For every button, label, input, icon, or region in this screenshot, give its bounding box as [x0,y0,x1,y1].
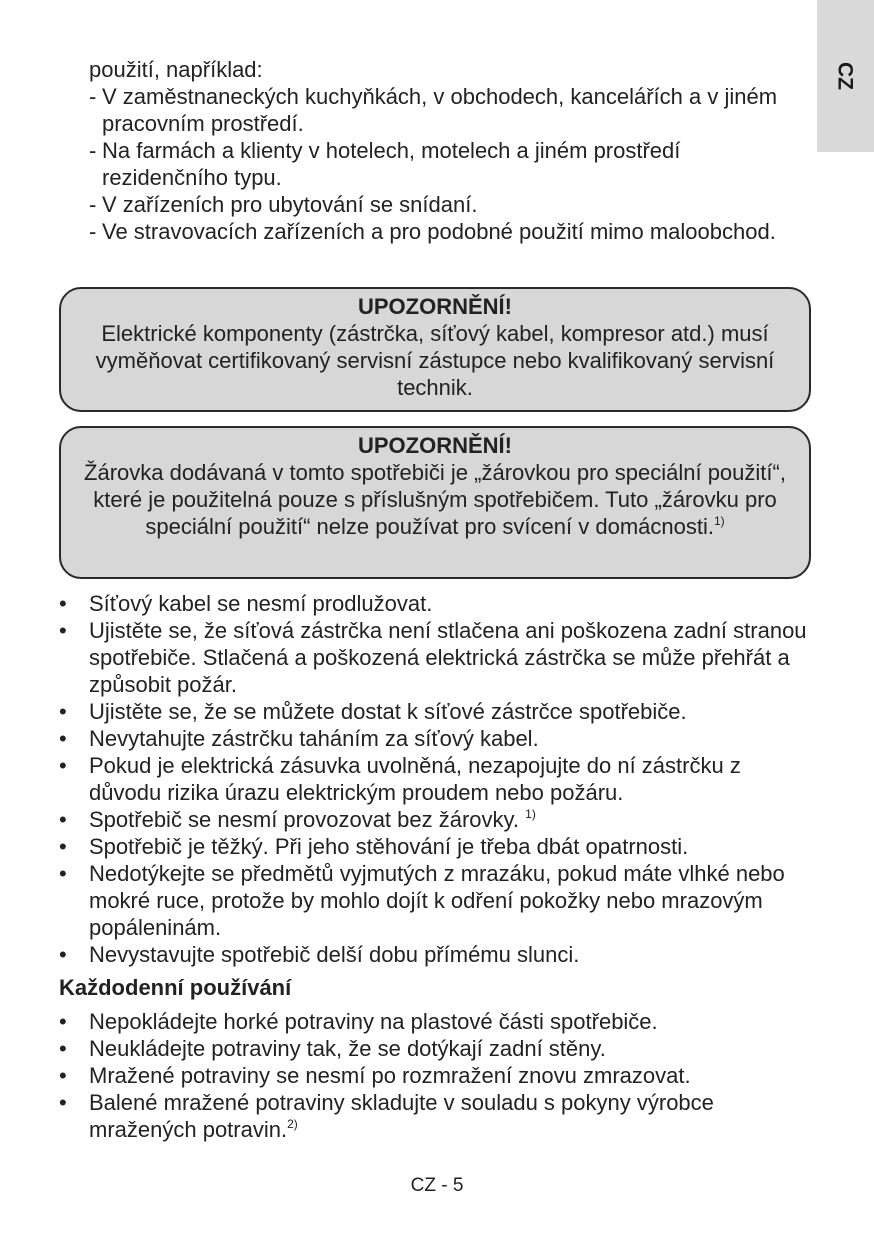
language-tab-label: CZ [833,62,857,90]
warning-text-body: Žárovka dodávaná v tomto spotřebiči je „žárovkou pro speciální použití“, které je použitelná pouze s příslušným spotřebičem. Tuto „žárovku pro speciální použití“ nelze používat pro svícení v domácnosti. [84,460,786,539]
intro-item: - V zaměstnaneckých kuchyňkách, v obchodech, kancelářích a v jiném pracovním prostředí. [89,83,809,137]
list-item-text: Nepokládejte horké potraviny na plastové části spotřebiče. [89,1009,658,1034]
list-item [59,1089,819,1143]
list-item [59,941,819,968]
list-item-text: Balené mražené potraviny skladujte v souladu s pokyny výrobce mražených potravin. [89,1090,714,1142]
list-item-text: Neukládejte potraviny tak, že se dotýkají zadní stěny. [89,1036,606,1061]
list-item [59,1008,819,1035]
list-item-text: Pokud je elektrická zásuvka uvolněná, nezapojujte do ní zástrčku z důvodu rizika úrazu elektrickým proudem nebo požáru. [89,753,741,805]
list-item [59,1062,819,1089]
list-item [59,1035,819,1062]
intro-lead: použití, například: [89,57,263,82]
list-item [59,833,819,860]
usage-scope-list [89,56,809,245]
list-item [59,860,819,941]
footnote-marker: 1) [525,807,536,821]
warning-box-components [59,287,811,412]
intro-item: - Na farmách a klienty v hotelech, motelech a jiném prostředí rezidenčního typu. [89,137,809,191]
list-item-text: Nevytahujte zástrčku taháním za síťový kabel. [89,726,539,751]
list-item [59,698,819,725]
list-item [59,725,819,752]
intro-item: - Ve stravovacích zařízeních a pro podobné použití mimo maloobchod. [89,218,809,245]
list-item-text: Nevystavujte spotřebič delší dobu přímému slunci. [89,942,580,967]
footnote-marker: 2) [287,1117,298,1131]
list-item-text: Ujistěte se, že se můžete dostat k síťové zástrčce spotřebiče. [89,699,687,724]
list-item-text: Nedotýkejte se předmětů vyjmutých z mrazáku, pokud máte vlhké nebo mokré ruce, protože by mohlo dojít k odření pokožky nebo mrazovým popáleninám. [89,861,785,940]
list-item-text: Spotřebič je těžký. Při jeho stěhování je třeba dbát opatrnosti. [89,834,689,859]
warning-text [61,459,809,540]
list-item-text: Mražené potraviny se nesmí po rozmražení znovu zmrazovat. [89,1063,691,1088]
language-tab [817,0,874,152]
list-item-text: Síťový kabel se nesmí prodlužovat. [89,591,433,616]
safety-instructions-list [59,590,819,968]
list-item [59,590,819,617]
intro-item: - V zařízeních pro ubytování se snídaní. [89,191,809,218]
section-heading: Každodenní používání [59,975,292,1000]
list-item [59,806,819,833]
warning-title: UPOZORNĚNÍ! [358,294,512,319]
warning-text: Elektrické komponenty (zástrčka, síťový kabel, kompresor atd.) musí vyměňovat certifikovaný servisní zástupce nebo kvalifikovaný servisní technik. [95,321,775,400]
list-item [59,617,819,698]
warning-title: UPOZORNĚNÍ! [358,433,512,458]
page-number: CZ - 5 [410,1175,464,1196]
list-item-text: Spotřebič se nesmí provozovat bez žárovky. [89,807,520,832]
list-item [59,752,819,806]
warning-box-bulb [59,426,811,579]
list-item-text: Ujistěte se, že síťová zástrčka není stlačena ani poškozena zadní stranou spotřebiče. Stlačená a poškozená elektrická zástrčka se může přehřát a způsobit požár. [89,618,807,697]
footnote-marker: 1) [713,514,725,528]
daily-use-list [59,1008,819,1143]
